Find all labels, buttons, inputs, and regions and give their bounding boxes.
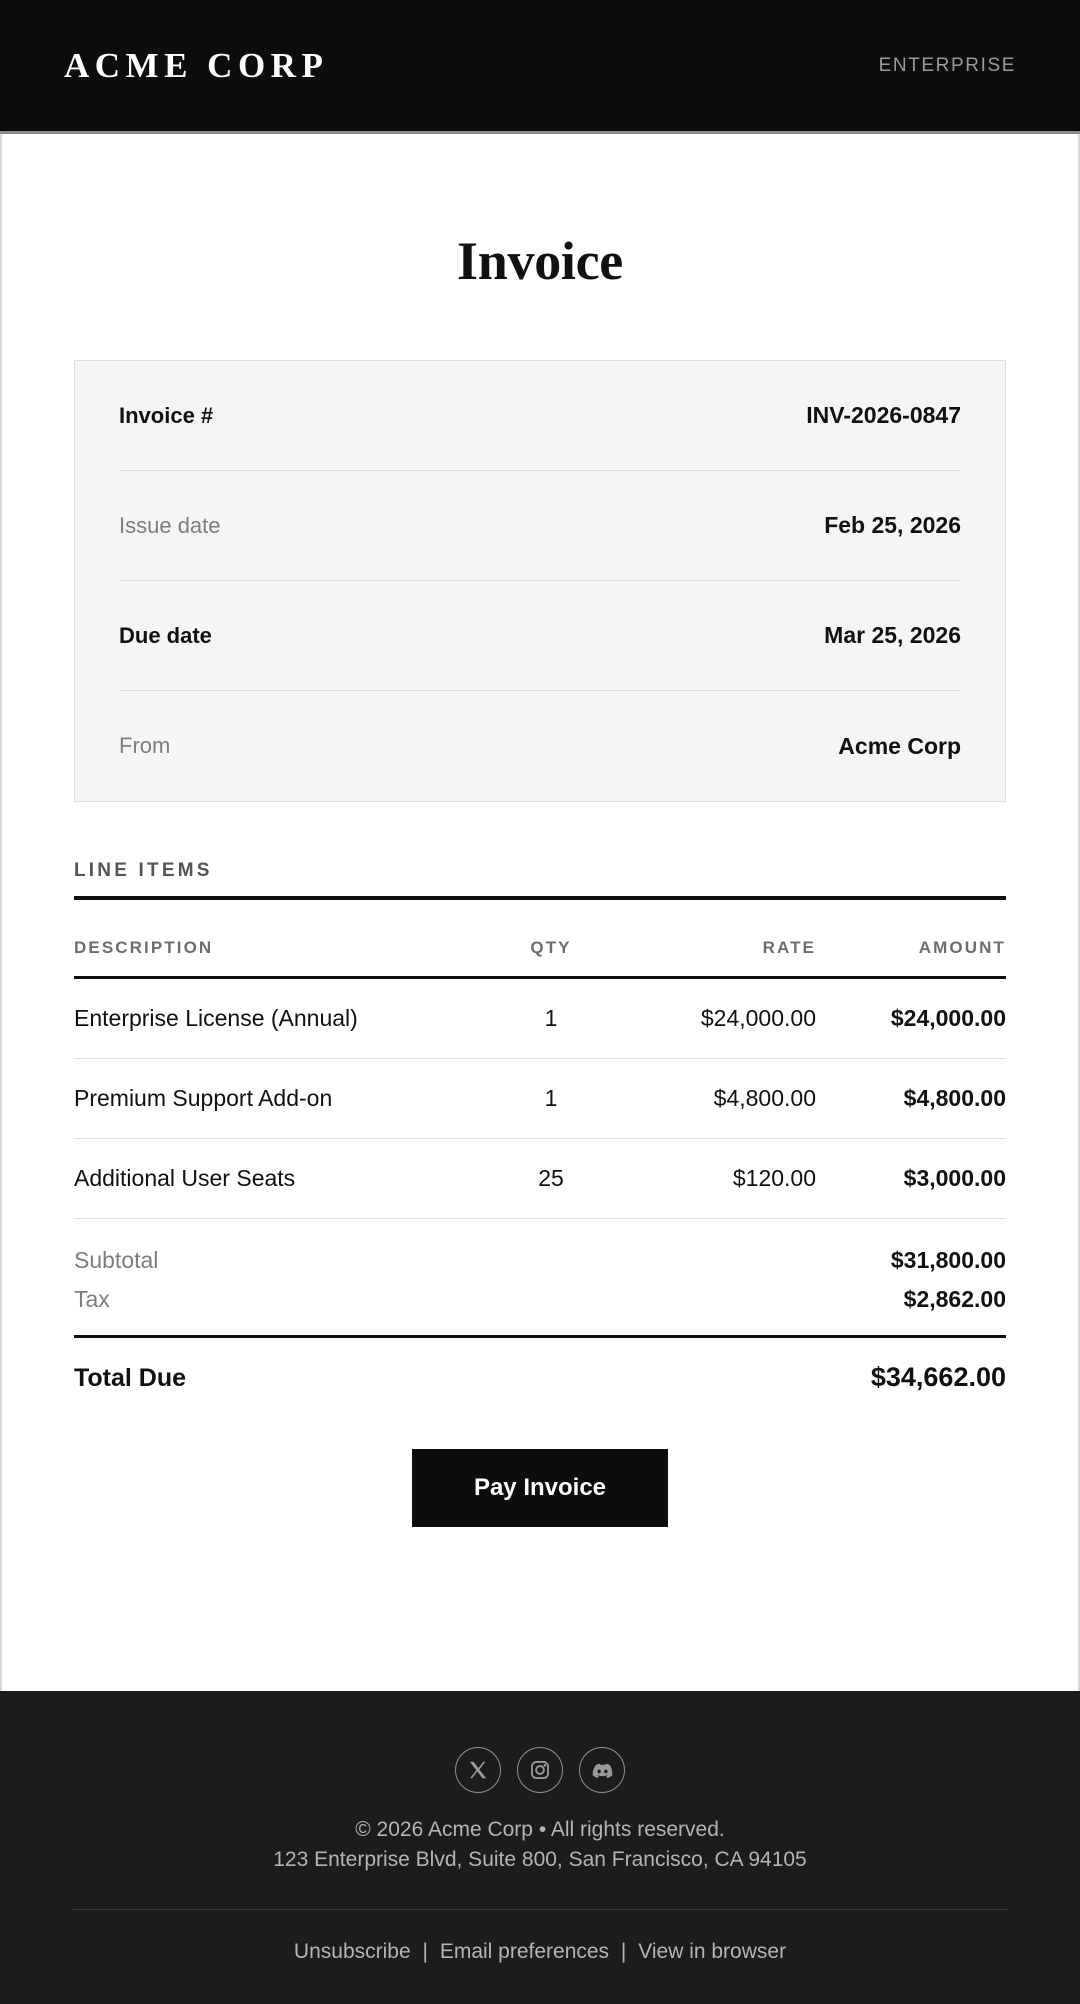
table-row: [74, 1059, 1006, 1139]
detail-row-invoice-number: [119, 361, 961, 471]
email-body: [0, 134, 1080, 1691]
footer-address: 123 Enterprise Blvd, Suite 800, San Francisco, CA 94105: [273, 1848, 807, 1872]
line-items-table: [74, 904, 1006, 1219]
tax-label: Tax: [74, 1286, 110, 1312]
header-plan-tag: ENTERPRISE: [878, 54, 1016, 76]
detail-value: Mar 25, 2026: [824, 622, 961, 648]
footer-divider: [72, 1909, 1008, 1910]
unsubscribe-link[interactable]: Unsubscribe: [293, 1940, 411, 1963]
footer-links: [72, 1940, 1008, 1964]
instagram-icon[interactable]: [517, 1747, 563, 1793]
total-due-value: $34,662.00: [870, 1362, 1006, 1392]
social-links: [72, 1747, 1008, 1793]
total-due-row: [74, 1338, 1006, 1393]
item-qty: 25: [476, 1139, 626, 1219]
subtotal-row: [74, 1241, 1006, 1280]
item-rate: $24,000.00: [626, 978, 816, 1059]
footer-copyright: © 2026 Acme Corp • All rights reserved.: [355, 1818, 725, 1842]
detail-label: From: [119, 733, 171, 758]
email-preferences-link[interactable]: Email preferences: [439, 1940, 610, 1963]
item-amount: $24,000.00: [816, 978, 1006, 1059]
x-icon[interactable]: [455, 1747, 501, 1793]
detail-value: Acme Corp: [838, 732, 961, 759]
detail-row-from: [119, 691, 961, 801]
link-separator: |: [620, 1940, 627, 1963]
column-header-amount: AMOUNT: [816, 904, 1006, 978]
item-rate: $4,800.00: [626, 1059, 816, 1139]
detail-label: Invoice #: [119, 402, 214, 428]
section-divider: [74, 896, 1006, 900]
tax-value: $2,862.00: [903, 1286, 1006, 1312]
detail-label: Issue date: [119, 512, 221, 538]
item-rate: $120.00: [626, 1139, 816, 1219]
email-footer: [0, 1691, 1080, 2004]
detail-row-due-date: [119, 581, 961, 691]
page-title: Invoice: [457, 231, 623, 291]
item-description: Enterprise License (Annual): [74, 978, 476, 1059]
item-amount: $4,800.00: [816, 1059, 1006, 1139]
subtotal-value: $31,800.00: [890, 1247, 1006, 1273]
table-row: [74, 978, 1006, 1059]
detail-value: Feb 25, 2026: [824, 512, 961, 538]
view-in-browser-link[interactable]: View in browser: [638, 1940, 787, 1963]
brand-logo: ACME CORP: [64, 45, 329, 85]
subtotal-label: Subtotal: [74, 1247, 159, 1273]
table-row: [74, 1139, 1006, 1219]
cta-container: [74, 1449, 1006, 1527]
email-header: [0, 0, 1080, 134]
detail-label: Due date: [119, 622, 212, 648]
totals-block: [74, 1241, 1006, 1393]
item-qty: 1: [476, 978, 626, 1059]
discord-icon[interactable]: [579, 1747, 625, 1793]
pay-invoice-button[interactable]: Pay Invoice: [412, 1449, 668, 1527]
total-due-label: Total Due: [74, 1364, 187, 1392]
column-header-description: DESCRIPTION: [74, 904, 476, 978]
line-items-section-label: LINE ITEMS: [74, 860, 213, 881]
item-amount: $3,000.00: [816, 1139, 1006, 1219]
invoice-details-panel: [74, 360, 1006, 802]
item-qty: 1: [476, 1059, 626, 1139]
detail-value: INV-2026-0847: [806, 402, 961, 428]
detail-row-issue-date: [119, 471, 961, 581]
item-description: Additional User Seats: [74, 1139, 476, 1219]
column-header-qty: QTY: [476, 904, 626, 978]
tax-row: [74, 1280, 1006, 1319]
table-header-row: [74, 904, 1006, 978]
link-separator: |: [422, 1940, 428, 1963]
item-description: Premium Support Add-on: [74, 1059, 476, 1139]
column-header-rate: RATE: [626, 904, 816, 978]
